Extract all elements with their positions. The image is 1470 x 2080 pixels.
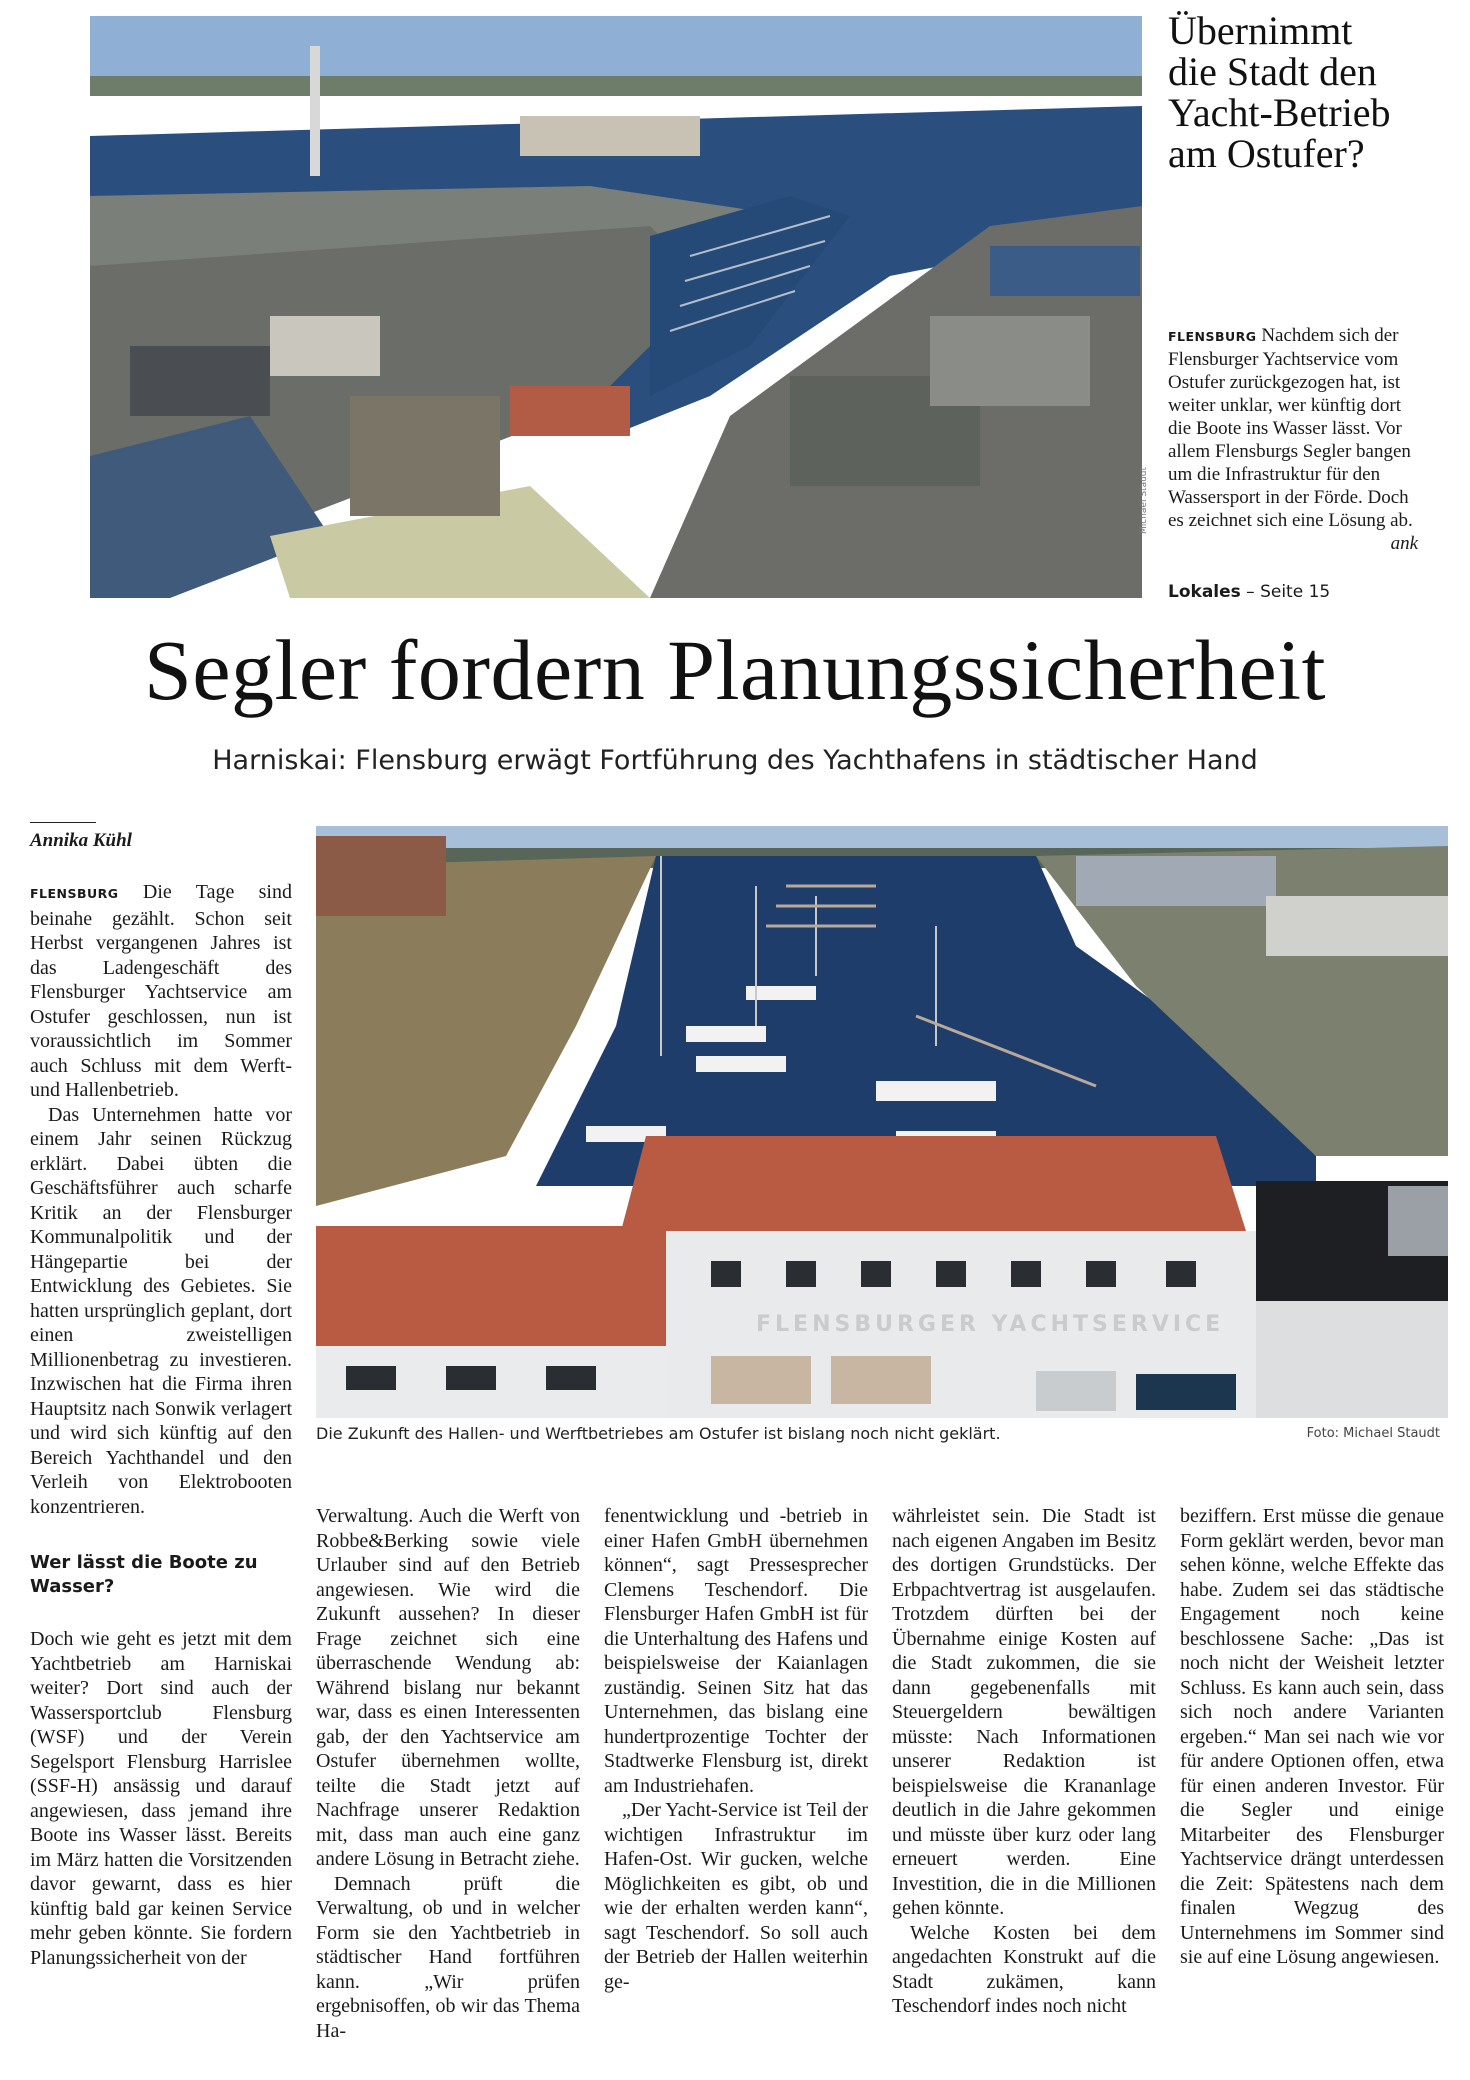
article-column-1 xyxy=(30,880,292,1970)
paragraph: Doch wie geht es jetzt mit dem Yachtbetrieb am Harniskai weiter? Dort sind auch der Wassersportclub Flensburg (WSF) und der Verein Segelsport Flensburg Harrislee (SSF-H) ansässig und darauf angewiesen, dass jemand ihre Boote ins Wasser lässt. Bereits im März hatten die Vorsitzenden davor gewarnt, dass es hier künftig bald gar keinen Service mehr geben könnte. Sie fordern Planungssicherheit von der xyxy=(30,1628,292,1969)
article-column-3 xyxy=(604,1504,868,1994)
paragraph: währleistet sein. Die Stadt ist nach eigenen Angaben im Besitz des dortigen Grundstücks. Der Erbpachtvertrag ist ausgelaufen. Trotzdem dürften bei der Übernahme einige Kosten auf die Stadt zukommen, die sie dann gegebenenfalls mit Steuergeldern bewältigen müsste: Nach Informationen unserer Redaktion ist beispielsweise die Krananlage deutlich in die Jahre gekommen und müsste über kurz oder lang erneuert werden. Eine Investition, die in die Millionen gehen könnte. xyxy=(892,1505,1156,1919)
photo-building-sign: FLENSBURGER YACHTSERVICE xyxy=(756,1312,1225,1337)
teaser-headline-line: Yacht-Betrieb xyxy=(1168,90,1391,135)
teaser-text: Nachdem sich der Flensburger Yachtservice vom Ostufer zurückgezogen hat, ist weiter unklar, wer künftig dort die Boote ins Wasser lässt. Vor allem Flensburgs Segler bangen um die Infrastruktur für den Wassersport in der Förde. Doch es zeichnet sich eine Lösung ab. xyxy=(1168,325,1413,531)
paragraph: „Der Yacht-Service ist Teil der wichtigen Infrastruktur im Hafen-Ost. Wir gucken, welche Möglichkeiten es gibt, ob und wie der erhalten werden kann“, sagt Teschendorf. So soll auch der Betrieb der Hallen weiterhin ge- xyxy=(604,1799,868,1993)
teaser-ref-section: Lokales xyxy=(1168,582,1241,602)
author-rule xyxy=(30,822,96,823)
paragraph: Verwaltung. Auch die Werft von Robbe&Berking sowie viele Urlauber sind auf den Betrieb angewiesen. Wie wird die Zukunft aussehen? In dieser Frage zeichnet sich eine überraschende Wendung ab: Während bislang nur bekannt war, dass es einen Interessenten gab, der den Yachtservice am Ostufer übernehmen wollte, teilte die Stadt jetzt auf Nachfrage unserer Redaktion mit, dass man auch eine ganz andere Lösung in Betracht ziehe. xyxy=(316,1505,580,1870)
paragraph: Das Unternehmen hatte vor einem Jahr seinen Rückzug erklärt. Dabei übten die Geschäftsführer auch scharfe Kritik an der Flensburger Kommunalpolitik und der Hängepartie bei der Entwicklung des Gebietes. Sie hatten ursprünglich geplant, dort einen zweistelligen Millionenbetrag zu investieren. Inzwischen hat die Firma ihren Hauptsitz nach Sonwik verlagert und wird sich künftig auf den Bereich Yachthandel und den Verleih von Elektrobooten konzentrieren. xyxy=(30,1103,292,1518)
teaser-headline-line: am Ostufer? xyxy=(1168,131,1365,176)
photo-caption: Die Zukunft des Hallen- und Werftbetriebes am Ostufer ist bislang noch nicht geklärt. xyxy=(316,1424,1001,1443)
paragraph-text: Die Tage sind beinahe gezählt. Schon seit Herbst vergangenen Jahres ist das Ladengeschäft des Flensburger Yachtservice am Ostufer geschlossen, nun ist voraussichtlich im Sommer auch Schluss mit dem Werft- und Hallenbetrieb. xyxy=(30,881,292,1101)
teaser-body xyxy=(1168,324,1418,555)
article-headline: Segler fordern Planungssicherheit xyxy=(144,622,1326,718)
article-column-2 xyxy=(316,1504,580,2043)
paragraph: beziffern. Erst müsse die genaue Form geklärt werden, bevor man sehen könne, welche Effekte das habe. Zudem sei das städtische Engagement noch keine beschlossene Sache: „Das ist noch nicht der Weisheit letzter Schluss. Es kann auch sein, dass sich noch andere Varianten ergeben.“ Man sei nach wie vor für andere Optionen offen, etwa für einen anderen Investor. Für die Segler und einige Mitarbeiter des Flensburger Yachtservice drängt unterdessen die Zeit: Spätestens nach dem finalen Wegzug des Unternehmens im Sommer sind sie auf eine Lösung angewiesen. xyxy=(1180,1505,1444,1968)
article-column-5 xyxy=(1180,1504,1444,1970)
article-subheadline: Harniskai: Flensburg erwägt Fortführung des Yachthafens in städtischer Hand xyxy=(212,745,1258,776)
teaser-ref-page: – Seite 15 xyxy=(1246,582,1331,602)
teaser-author: ank xyxy=(1390,533,1418,554)
teaser-page-ref[interactable] xyxy=(1168,582,1418,602)
teaser-headline-line: Übernimmt xyxy=(1168,8,1353,53)
teaser-headline xyxy=(1168,10,1458,174)
article-author: Annika Kühl xyxy=(30,830,132,851)
article-column-4 xyxy=(892,1504,1156,2019)
article-kicker: FLENSBURG xyxy=(30,886,119,901)
teaser-photo-credit: Michael Staudt xyxy=(1139,466,1149,534)
photo-credit: Foto: Michael Staudt xyxy=(1306,1426,1440,1441)
yachtservice-marina-photo xyxy=(316,826,1448,1418)
article-subhead: Wer lässt die Boote zu Wasser? xyxy=(30,1552,258,1597)
teaser-kicker: FLENSBURG xyxy=(1168,329,1257,344)
paragraph xyxy=(30,880,292,1103)
teaser-headline-line: die Stadt den xyxy=(1168,49,1377,94)
paragraph: Welche Kosten bei dem angedachten Konstrukt auf die Stadt zukämen, kann Teschendorf indes noch nicht xyxy=(892,1921,1156,2017)
paragraph: fenentwicklung und -betrieb in einer Hafen GmbH übernehmen können“, sagt Pressesprecher Clemens Teschendorf. Die Flensburger Hafen GmbH ist für die Unterhaltung des Hafens und beispielsweise der Kaianlagen zuständig. Seinen Sitz hat das Unternehmen, das bislang eine hundertprozentige Tochter der Stadtwerke Flensburg ist, direkt am Industriehafen. xyxy=(604,1505,868,1797)
paragraph: Demnach prüft die Verwaltung, ob und in welcher Form sie den Yachtbetrieb in städtischer Hand fortführen kann. „Wir prüfen ergebnisoffen, ob wir das Thema Ha- xyxy=(316,1872,580,2042)
aerial-harbor-photo xyxy=(90,16,1142,598)
